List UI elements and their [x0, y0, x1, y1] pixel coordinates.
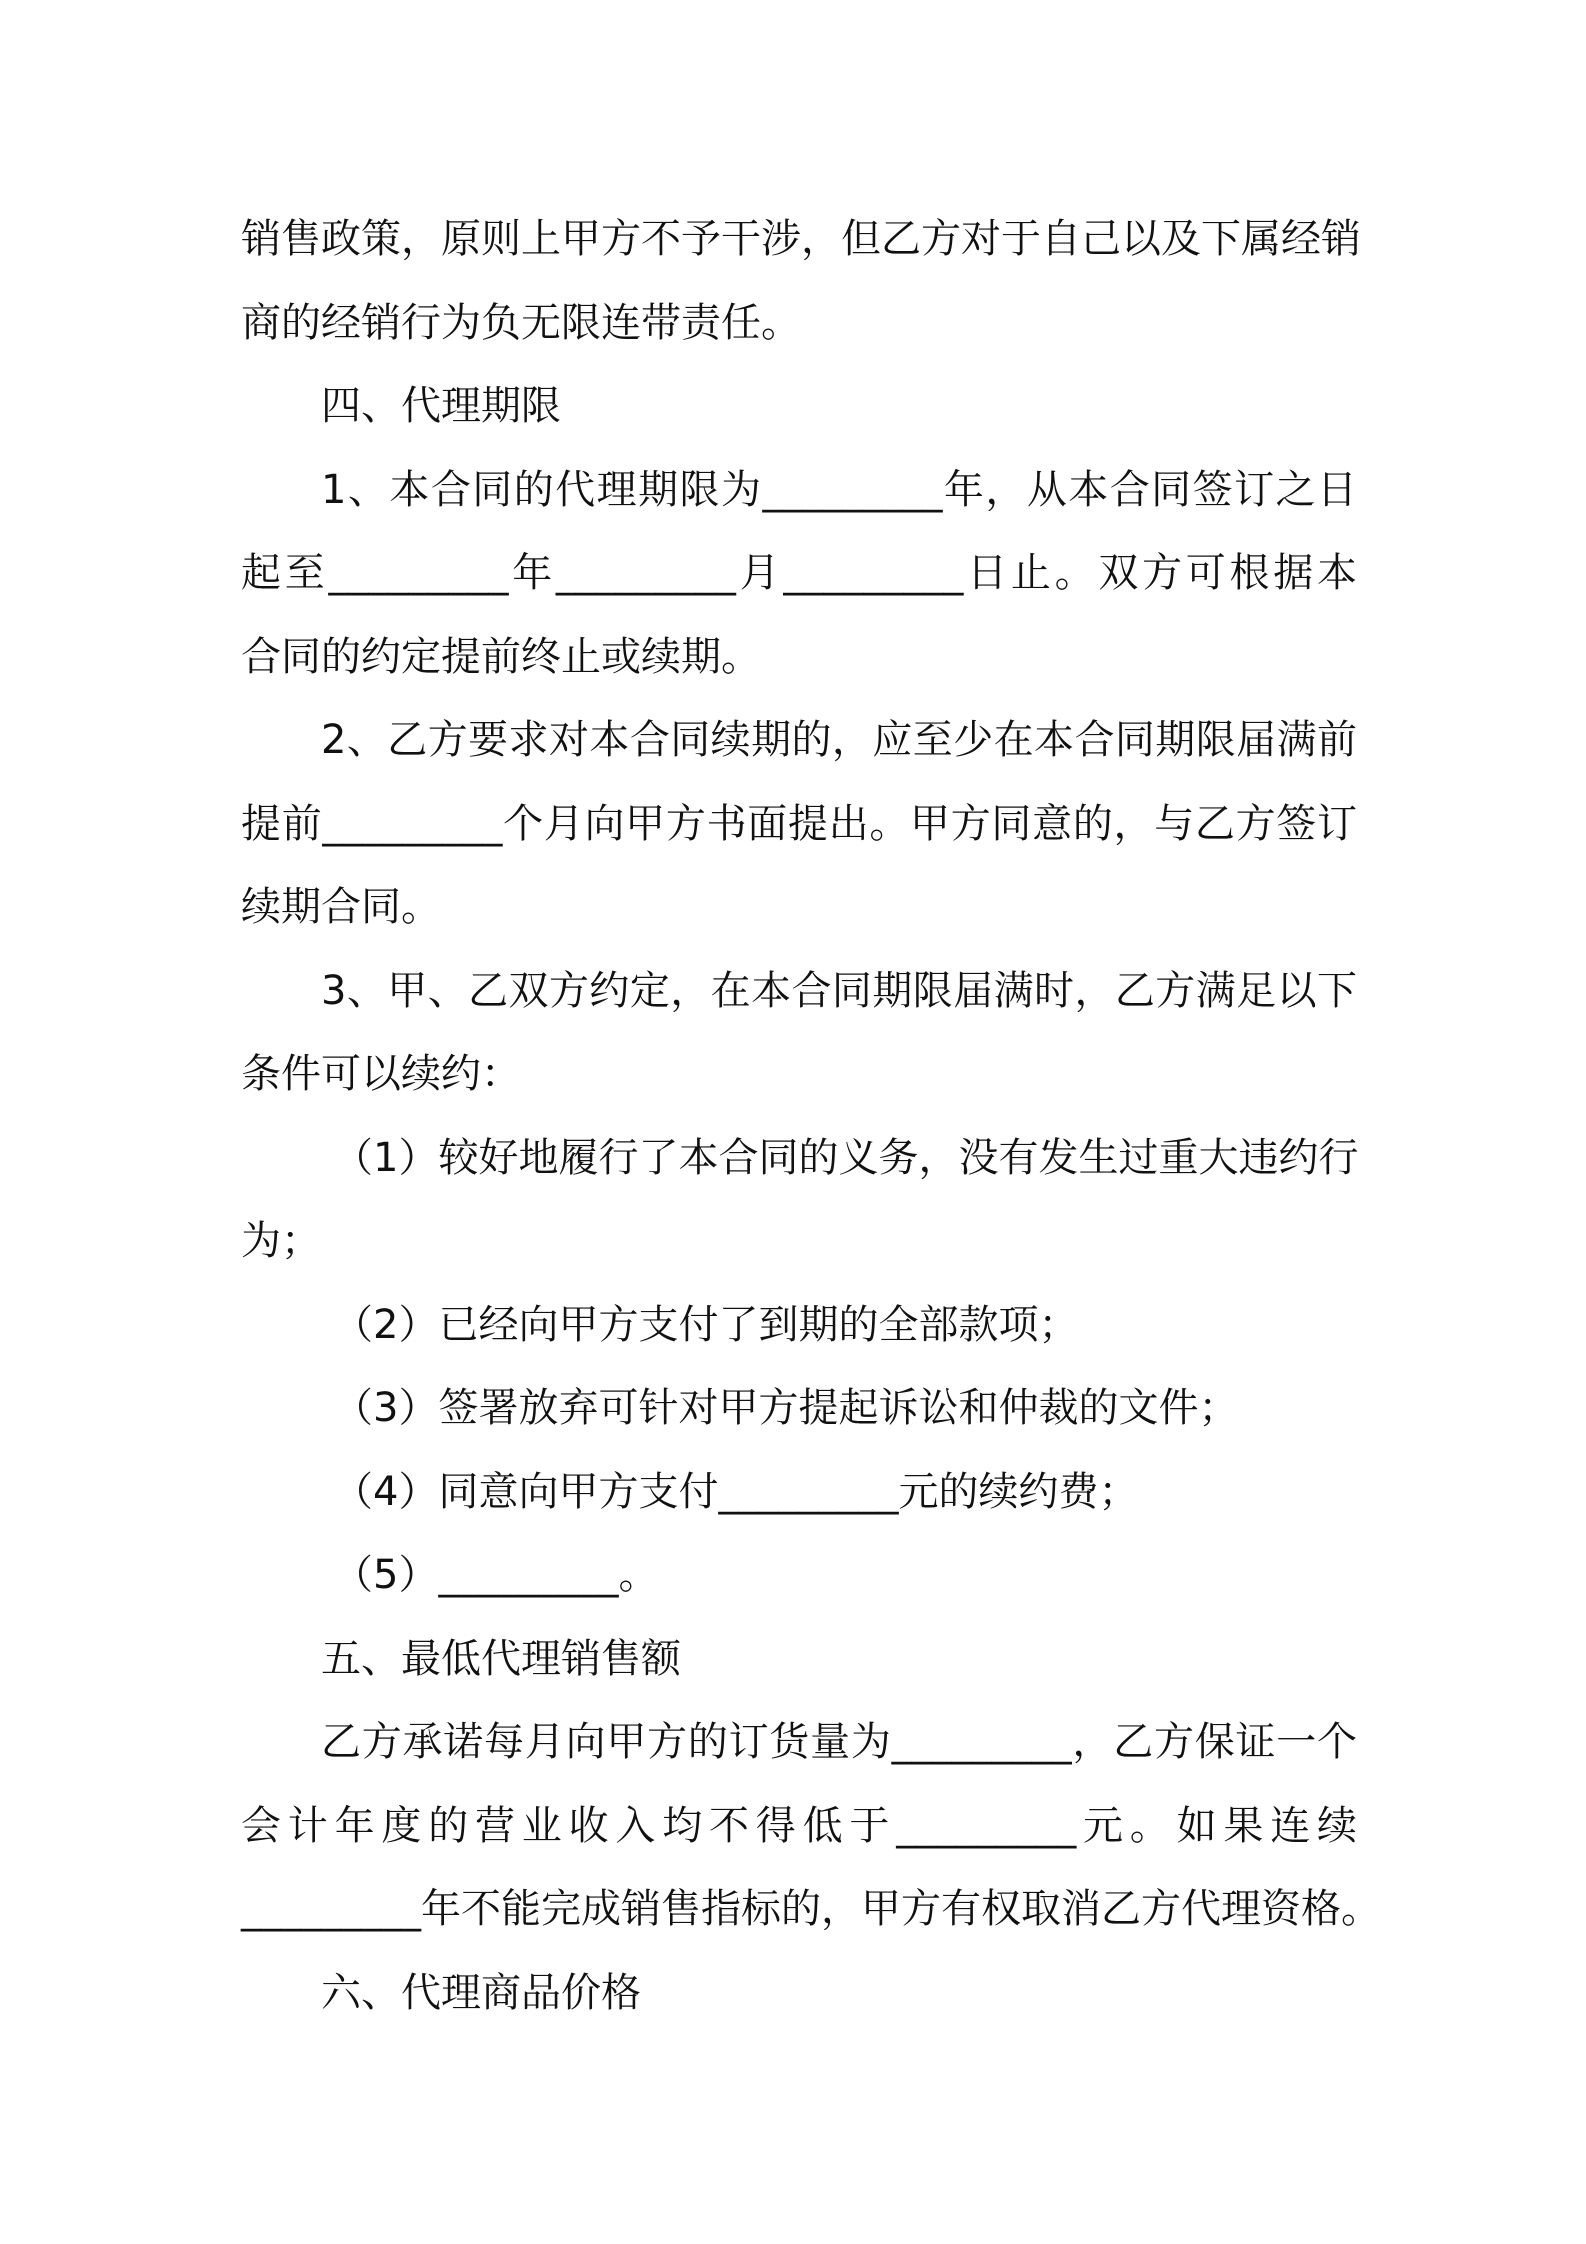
text-line: 续期合同。: [241, 884, 441, 930]
section-heading: 六、代理商品价格: [321, 1969, 641, 2016]
text-line: 销售政策，原则上甲方不予干涉，但乙方对于自己以及下属经销: [241, 216, 1361, 262]
text-line: _________年不能完成销售指标的，甲方有权取消乙方代理资格。: [241, 1886, 1381, 1932]
text-line: 3、甲、乙双方约定，在本合同期限届满时，乙方满足以下: [321, 967, 1357, 1014]
list-item: （5）_________。: [333, 1552, 659, 1598]
text-line: 会计年度的营业收入均不得低于_________元。如果连续: [241, 1802, 1357, 1849]
list-item: （3）签署放弃可针对甲方提起诉讼和仲裁的文件；: [333, 1385, 1239, 1431]
text-line: 2、乙方要求对本合同续期的，应至少在本合同期限届满前: [321, 717, 1357, 763]
text-line: 提前_________个月向甲方书面提出。甲方同意的，与乙方签订: [241, 800, 1357, 847]
section-heading: 四、代理期限: [321, 383, 561, 429]
text-line: 条件可以续约：: [241, 1051, 521, 1097]
section-heading: 五、最低代理销售额: [321, 1635, 681, 1682]
text-line: 商的经销行为负无限连带责任。: [241, 299, 801, 346]
text-line: 起至_________年_________月_________日止。双方可根据本: [241, 550, 1357, 596]
text-line: 合同的约定提前终止或续期。: [241, 633, 761, 680]
contract-text: [241, 198, 1381, 2035]
list-item: （2）已经向甲方支付了到期的全部款项；: [333, 1301, 1079, 1348]
list-item: （4）同意向甲方支付_________元的续约费；: [333, 1468, 1139, 1515]
text-line: 1、本合同的代理期限为_________年，从本合同签订之日: [321, 466, 1357, 513]
text-line: 为；: [241, 1218, 321, 1264]
text-line: 乙方承诺每月向甲方的订货量为_________，乙方保证一个: [321, 1719, 1357, 1765]
list-item: （1）较好地履行了本合同的义务，没有发生过重大违约行: [333, 1134, 1359, 1181]
